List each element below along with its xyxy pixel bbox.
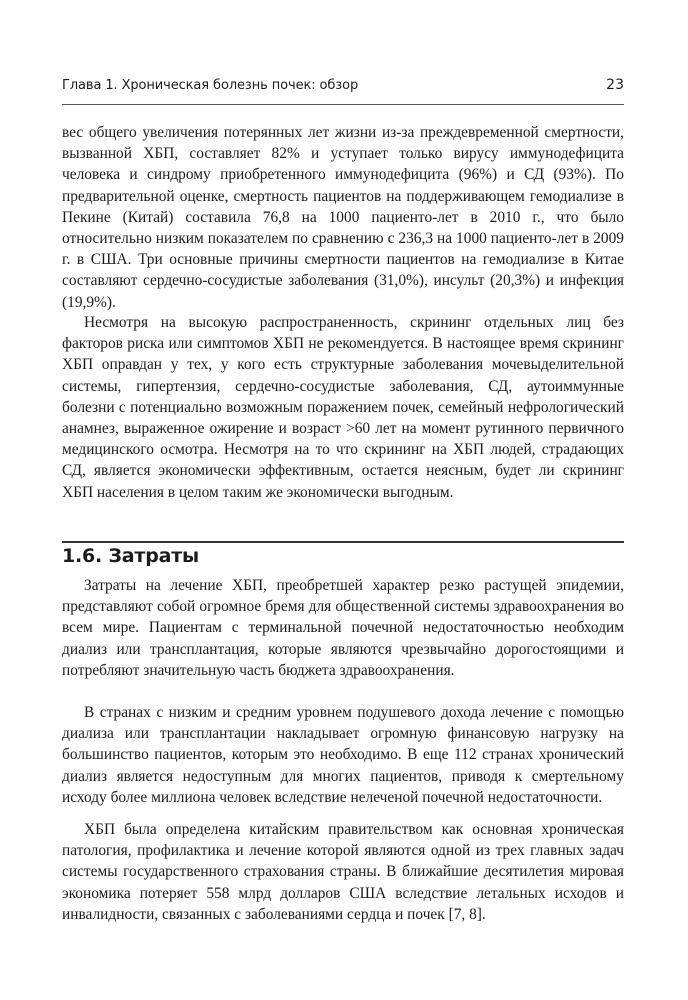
body-paragraph-2: Несмотря на высокую распространенность, скрининг отдельных лиц без факторов риска или симптомов ХБП не рекомендуется. В настоящее время скрининг ХБП оправдан у тех, у кого есть структурные заболевания мочевыделительной системы, гипертензия, сердечно-сосудистые заболевания, СД, аутоиммунные болезни с потенциально возможным поражением почек, семейный нефрологический анамнез, выраженное ожирение и возраст >60 лет на момент рутинного первичного медицинского осмотра. Несмотря на то что скрининг на ХБП людей, страдающих СД, является экономически эффективным, остается неясным, будет ли скрининг ХБП населения в целом таким же экономически выгодным. [62,314,624,501]
section-paragraph-1: Затраты на лечение ХБП, преобретшей характер резко растущей эпидемии, представляют собой огромное бремя для общественной системы здравоохранения во всем мире. Пациентам с терминальной почечной недостаточностью необходим диализ или трансплантация, которые являются чрезвычайно дорогостоящими и потребляют значительную часть бюджета здравоохранения. [62,577,624,679]
section-paragraph-2: В странах с низким и средним уровнем подушевого дохода лечение с помощью диализа или трансплантации накладывает огромную финансовую нагрузку на большинство пациентов, которым это необходимо. В еще 112 странах хронический диализ является недоступным для многих пациентов, приводя к смертельному исходу более миллиона человек вследствие нелеченой почечной недостаточности. [62,704,624,806]
body-paragraph-1: вес общего увеличения потерянных лет жизни из-за преждевременной смертности, вызванной ХБП, составляет 82% и уступает только вирусу иммунодефицита человека и синдрому приобретенного иммунодефицита (96%) и СД (93%). По предварительной оценке, смертность пациентов на поддерживающем гемодиализе в Пекине (Китай) составила 76,8 на 1000 пациенто-лет в 2010 г., что было относительно низким показателем по сравнению с 236,3 на 1000 пациенто-лет в 2009 г. в США. Три основные причины смертности пациентов на гемодиализе в Китае составляют сердечно-сосудистые заболевания (31,0%), инсульт (20,3%) и инфекция (19,9%). [62,124,624,311]
page-number: 23 [606,77,624,93]
chapter-title: Глава 1. Хроническая болезнь почек: обзор [62,78,359,93]
section-rule [62,541,624,543]
header-rule [62,104,624,105]
section-paragraph-3: ХБП была определена китайским правительством как основная хроническая патология, профилактика и лечение которой являются одной из трех главных задач системы государственного страхования страны. В ближайшие десятилетия мировая экономика потеряет 558 млрд долларов США вследствие летальных исходов и инвалидности, связанных с заболеваниями сердца и почек [7, 8]. [62,821,624,923]
section-heading: 1.6. Затраты [62,545,200,567]
